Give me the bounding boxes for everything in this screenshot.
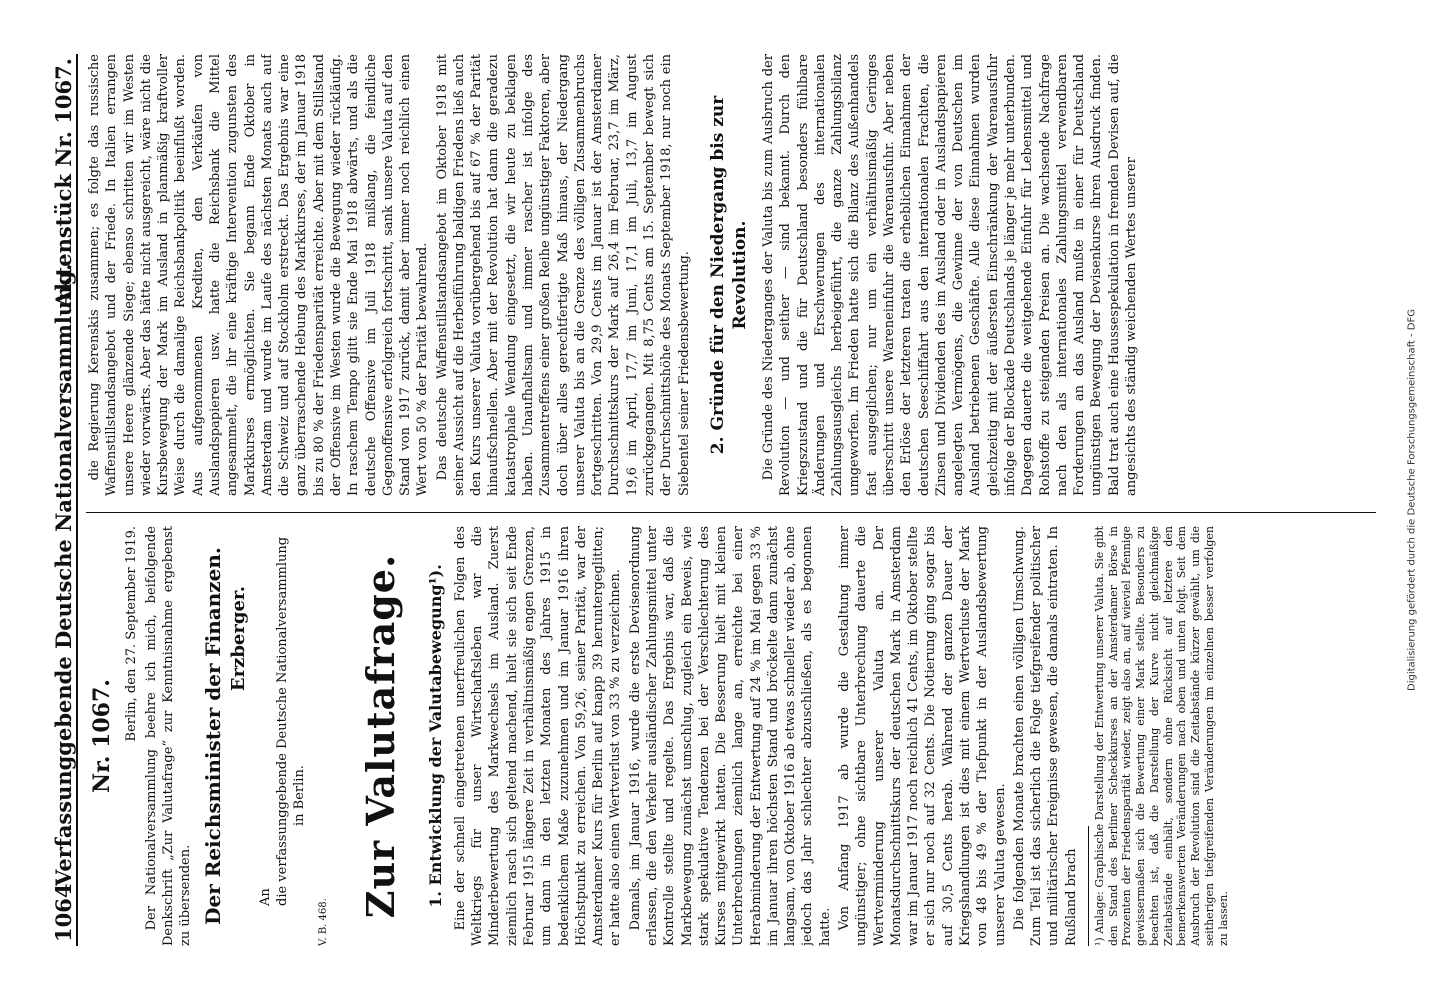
dateline: Berlin, den 27. September 1919. (124, 526, 140, 742)
footnote-rule (1088, 826, 1089, 946)
document-number: Nr. 1067. (89, 679, 115, 793)
reference-number: V. B. 468. (317, 898, 329, 946)
paragraph: Die folgenden Monate brachten einen völligen Umschwung. Zum Teil ist das sicherlich die Folge tiefgreifender politischer und militärischer Ereignisse gewesen, die damals eintraten. In Rußland brach (1011, 526, 1079, 946)
document-title: Zur Valutafrage. (358, 553, 404, 919)
paragraph: Das deutsche Waffenstillstandsangebot im Oktober 1918 mit seiner Aussicht auf die Herbeiführung baldigen Friedens ließ auch den Kurs unserer Valuta vorübergehend bis auf 67 % der Parität hinaufschnellen. Aber mit der Revolution hat dann die geradezu katastrophale Wendung eingesetzt, die wir heute zu beklagen haben. Unaufhaltsam und immer rascher ist infolge des Zusammentreffens einer großen Reihe ungünstiger Faktoren, aber doch über alles gerechtfertigte Maß hinaus, der Niedergang unserer Valuta bis an die Grenze des völligen Zusammenbruchs fortgeschritten. Von 29,9 Cents im Januar ist der Amsterdamer Durchschnittskurs der Mark auf 26,4 im Februar, 23,7 im März, 19,6 im April, 17,7 im Juni, 17,1 im Juli, 13,7 im August zurückgegangen. Mit 8,75 Cents am 15. September bewegt sich der Durchschnittshöhe des Monats September 1918, nur noch ein Siebentel seiner Friedensbewertung. (434, 54, 692, 496)
digitization-credit (1400, 40, 1424, 960)
left-column (86, 526, 1376, 946)
header-right-title: Aktenstück Nr. 1067. (51, 58, 76, 308)
document-sheet (40, 40, 1390, 960)
address-line-3: in Berlin. (292, 765, 308, 826)
header-left-title: Verfassunggebende Deutsche Nationalversammlung. (51, 263, 76, 886)
paragraph: Von Anfang 1917 ab wurde die Gestaltung immer ungünstiger; ohne sichtbare Unterbrechung dauerte die Wertverminderung unserer Valuta an. Der Monatsdurchschnittskurs der deutschen Mark in Amsterdam war im Januar 1917 noch reichlich 41 Cents, im Oktober stellte er sich nur noch auf 32 Cents. Die Notierung ging sogar bis auf 30,5 Cents herab. Während der ganzen Dauer der Kriegshandlungen ist dies mit einem Wertverluste der Mark von 48 bis 49 % der Tiefpunkt in der Auslandsbewertung unserer Valuta gewesen. (837, 526, 1008, 946)
signature-title: Der Reichsminister der Finanzen. (201, 547, 226, 925)
page-number: 1064 (51, 883, 76, 942)
footnote: ¹) Anlage: Graphische Darstellung der Entwertung unserer Valuta. Sie gibt den Stand des Berliner Scheckkurses an der Amsterdamer Börse in Prozenten der Friedensparität wieder, zeigt also an, auf wieviel Pfennige gewissermaßen sich die Bewertung einer Mark stellte. Besonders zu beachten ist, daß die Darstellung der Kurve nicht gleichmäßige Zeitabstände einhält, sondern ohne Rücksicht auf letztere den bemerkenswerten Veränderungen nach oben und unten folgt. Seit dem Ausbruch der Revolution sind die Zeitabstände kürzer gewählt, um die seitherigen tiefgreifenden Veränderungen im einzelnen besser verfolgen zu lassen. (1092, 526, 1230, 946)
paragraph: die Regierung Kerenskis zusammen; es folgte das russische Waffenstillstandsangebot und der Friede. In Italien errangen unsere Heere glänzende Siege; ebenso schritten wir im Westen wieder vorwärts. Aber das hätte nicht ausgereicht, wäre nicht die Kursbewegung der Mark im Ausland in planmäßig kraftvoller Weise durch die damalige Reichsbankpolitik beeinflußt worden. Aus aufgenommenen Krediten, den Verkäufen von Auslandspapieren usw. hatte die Reichsbank die Mittel angesammelt, die ihr eine kräftige Intervention zugunsten des Markkurses ermöglichten. Sie begann Ende Oktober in Amsterdam und wurde im Laufe des nächsten Monats auch auf die Schweiz und auf Stockholm erstreckt. Das Ergebnis war eine ganz überraschende Hebung des Markkurses, der im Januar 1918 bis zu 80 % der Friedensparität erreichte. Aber mit dem Stillstand der Offensive im Westen wurde die Bewegung wieder rückläufig. In raschem Tempo glitt sie Ende Mai 1918 abwärts, und als die deutsche Offensive im Juli 1918 mißlang, die feindliche Gegenoffensive erfolgreich fortschritt, sank unsere Valuta auf den Stand von 1917 zurück, damit aber immer noch reichlich einen Wert von 50 % der Parität bewahrend. (87, 54, 431, 496)
digitization-credit-text: Digitalisierung gefördert durch die Deutsche Forschungsgemeinschaft - DFG (1406, 308, 1418, 692)
paragraph: Damals, im Januar 1916, wurde die erste Devisenordnung erlassen, die den Verkehr ausländischer Zahlungsmittel unter Kontrolle stellte und regelte. Das Ergebnis war, daß die Markbewegung zunächst umschlug, zugleich ein Beweis, wie stark spekulative Tendenzen bei der Verschlechterung des Kurses mitgewirkt hatten. Die Besserung hielt mit kleinen Unterbrechungen ziemlich lange an, erreichte bei einer Herabminderung der Entwertung auf 24 % im Mai gegen 33 % im Januar ihren höchsten Stand und bröckelte dann zunächst langsam, von Oktober 1916 ab etwas schneller wieder ab, ohne jedoch das Jahr schlechter abzuschließen, als es begonnen hatte. (627, 526, 833, 946)
signature-name: Erzberger. (227, 586, 249, 692)
intro-paragraph: Der Nationalversammlung beehre ich mich, beifolgende Denkschrift „Zur Valutafrage“ zur Kenntnisnahme ergebenst zu übersenden. (143, 526, 194, 946)
running-header (50, 54, 78, 946)
address-line-2: die verfassunggebende Deutsche Nationalversammlung (275, 536, 291, 906)
section-heading-2: 2. Gründe für den Niedergang bis zur Revolution. (707, 95, 751, 455)
address-line-1: An (257, 888, 273, 906)
paragraph: Eine der schnell eingetretenen unerfreulichen Folgen des Weltkriegs für unser Wirtschaftsleben war die Minderbewertung des Markwechsels im Ausland. Zuerst ziemlich rasch sich geltend machend, hielt sie sich seit Ende Februar 1915 längere Zeit in verhältnismäßig engen Grenzen, um dann in den letzten Monaten des Jahres 1915 in bedenklichem Maße zuzunehmen und im Januar 1916 ihren Höchstpunkt zu erreichen. Von 59,26, seiner Parität, war der Amsterdamer Kurs für Berlin auf knapp 39 heruntergeglitten; er hatte also einen Wertverlust von 33 % zu verzeichnen. (452, 526, 624, 946)
paragraph: Die Gründe des Niederganges der Valuta bis zum Ausbruch der Revolution — und seither — sind bekannt. Durch den Kriegszustand und die für Deutschland besonders fühlbare Änderungen und Erschwerungen des internationalen Zahlungsausgleichs herbeigeführt, die ganze Zahlungsbilanz umgeworfen. Im Frieden hatte sich die Bilanz des Außenhandels fast ausgeglichen; nur um ein verhältnismäßig Geringes überschritt unsere Wareneinfuhr die Warenausfuhr. Aber neben den Erlöse der letzteren traten die erheblichen Einnahmen der deutschen Seeschiffahrt aus den internationalen Frachten, die Zinsen und Dividenden des im Ausland oder in Auslandspapieren angelegten Vermögens, die Gewinne der von Deutschen im Ausland betriebenen Geschäfte. Alle diese Einnahmen wurden gleichzeitig mit der äußersten Einschränkung der Warenausfuhr infolge der Blockade Deutschlands je länger je mehr unterbunden. Dagegen dauerte die weitgehende Einfuhr für Lebensmittel und Rohstoffe zu steigenden Preisen an. Die wachsende Nachfrage nach den als internationales Zahlungsmittel verwendbaren Forderungen an das Ausland mußte in einer für Deutschland ungünstigen Bewegung der Devisenkurse ihren Ausdruck finden. Bald trat auch eine Haussespekulation in fremden Devisen auf, die angesichts des ständig weichenden Wertes unserer (761, 54, 1139, 496)
text-columns (86, 54, 1376, 946)
rotated-page (40, 40, 1390, 960)
section-heading-1: 1. Entwicklung der Valutabewegung¹). (425, 564, 445, 908)
column-divider (86, 512, 1376, 513)
right-column (86, 54, 1376, 496)
